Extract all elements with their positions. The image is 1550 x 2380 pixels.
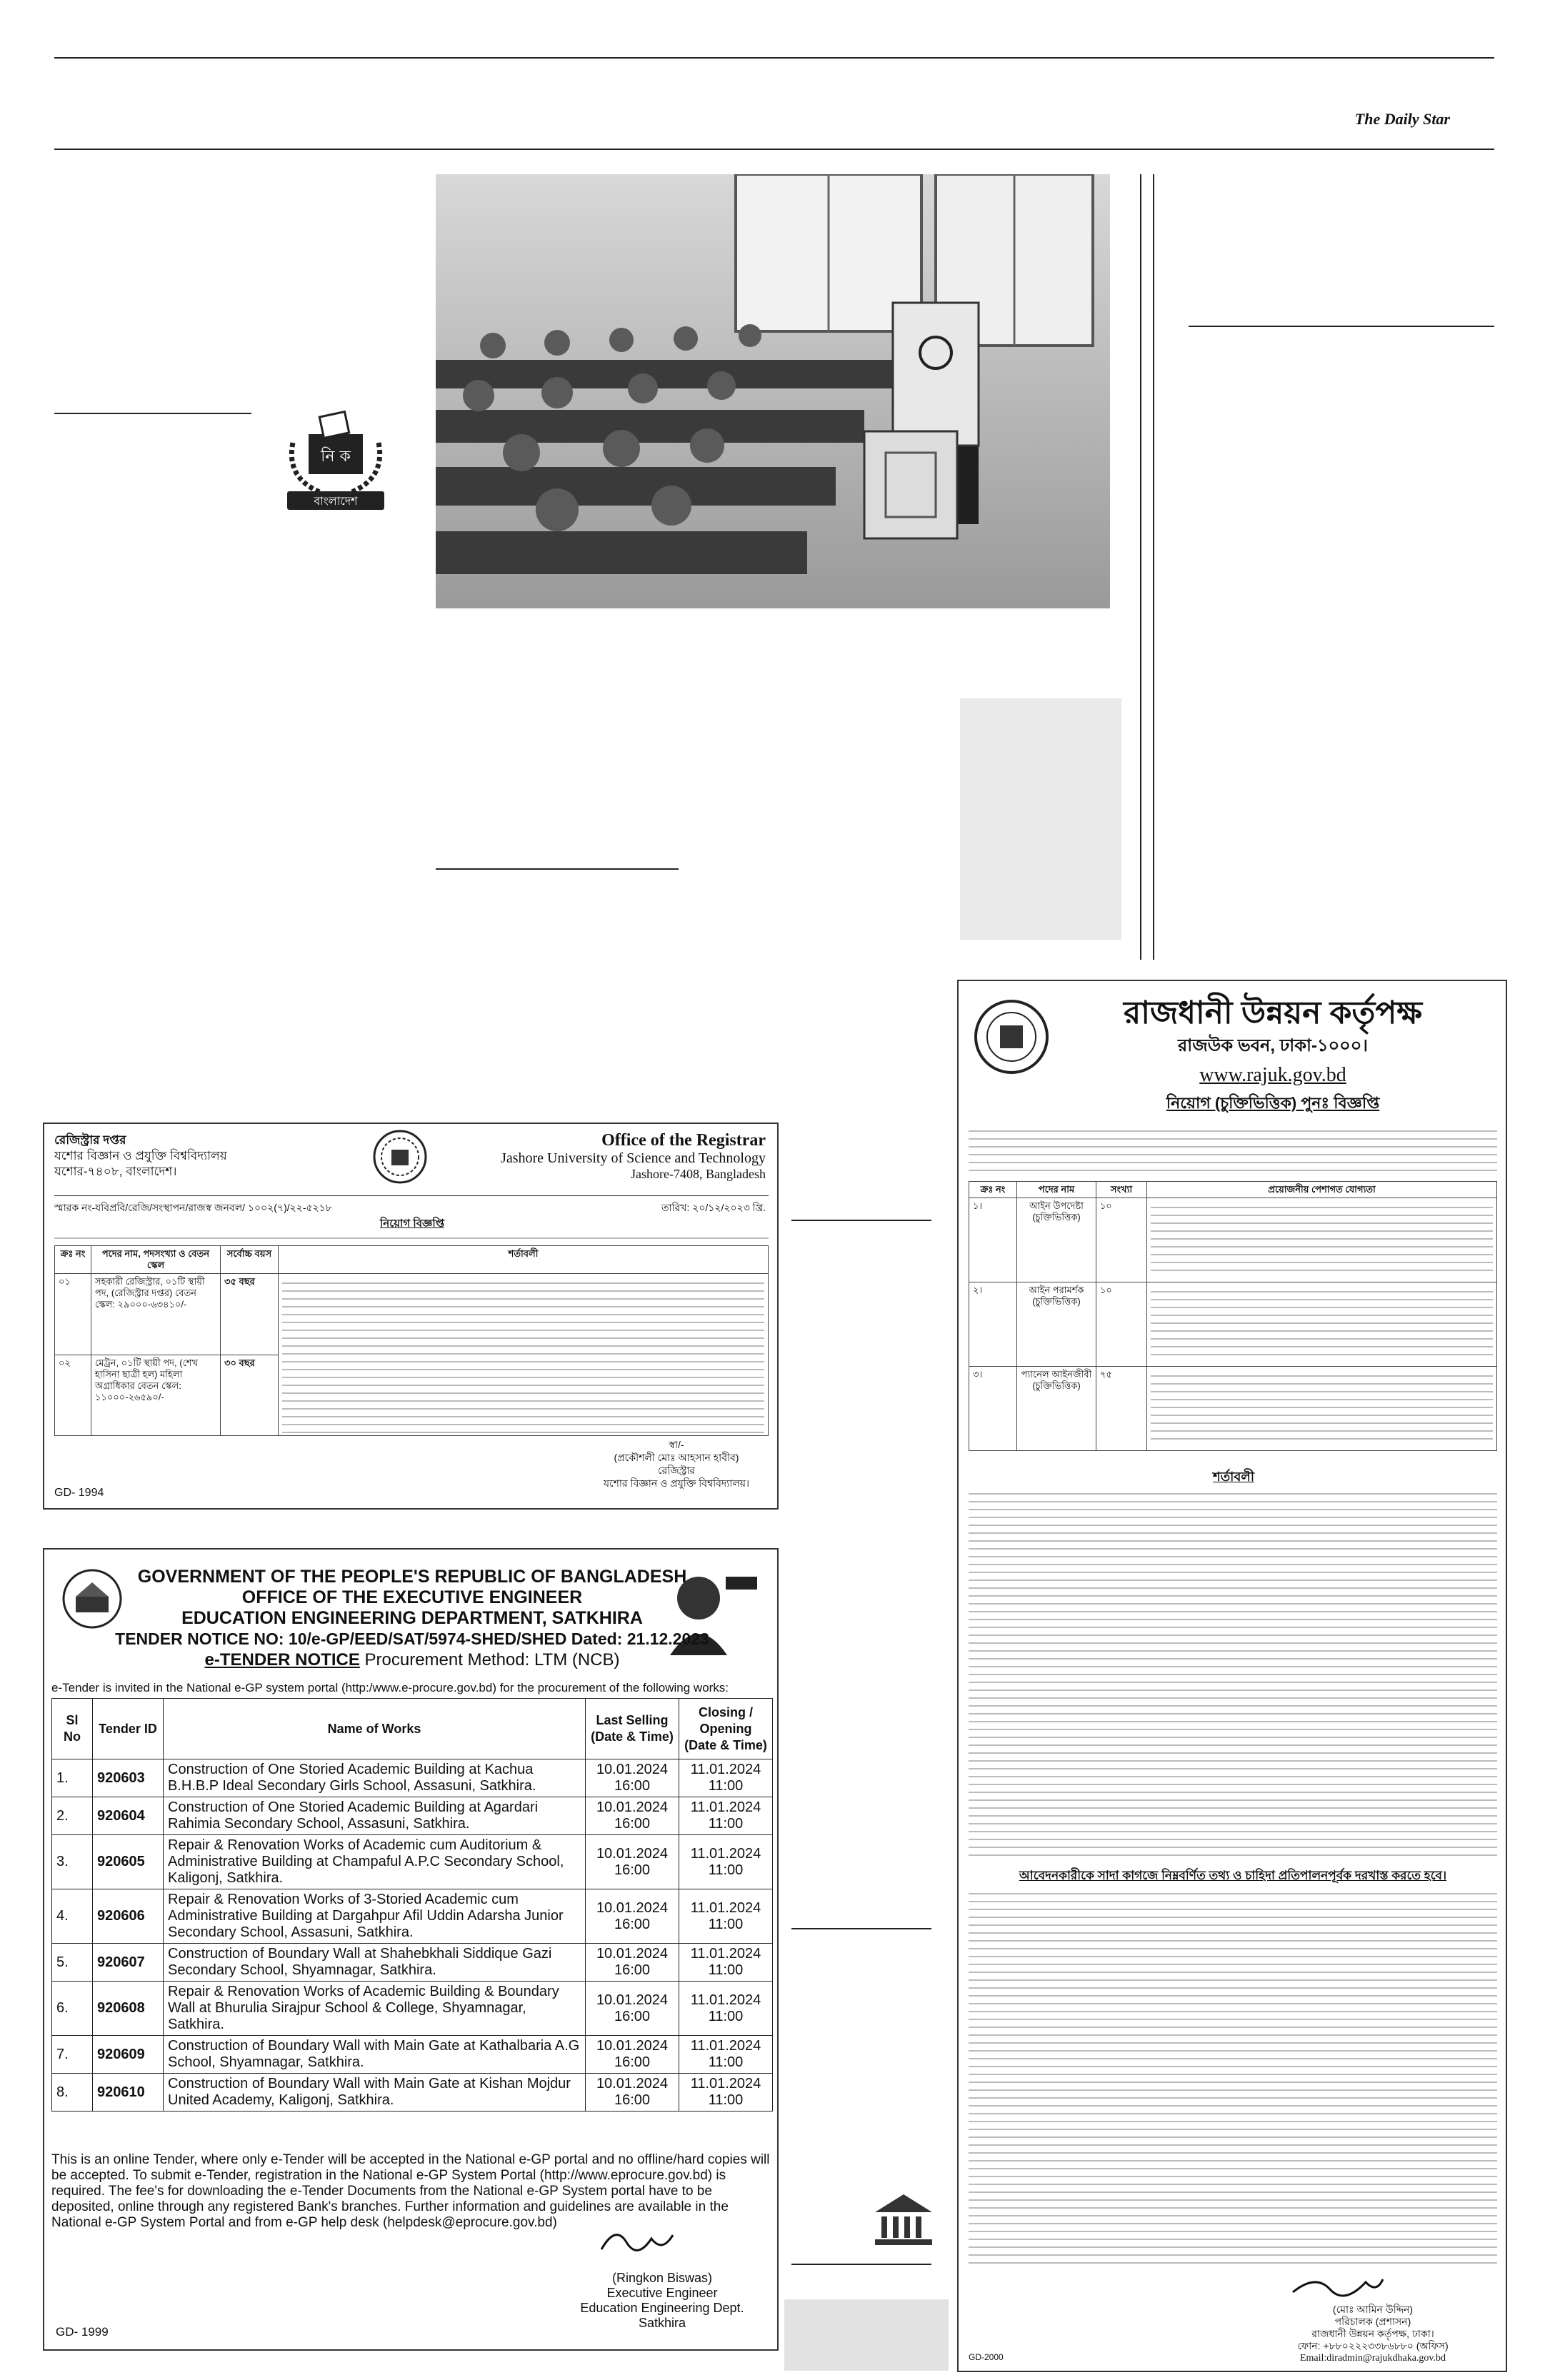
- rajuk-conditions-text: [969, 1487, 1497, 1858]
- tender-r2-sell-date: 10.01.2024: [596, 1799, 669, 1815]
- tender-r7-close-time: 11:00: [708, 2054, 744, 2070]
- rajuk-notice: নিয়োগ (চুক্তিভিত্তিক) পুনঃ বিজ্ঞপ্তি: [1166, 1094, 1380, 1112]
- rajuk-title: রাজধানী উন্নয়ন কর্তৃপক্ষ: [1124, 995, 1422, 1030]
- tender-r8-work: Construction of Boundary Wall with Main Gate at Kishan Mojdur United Academy, Kaligonj, Satkhira.: [164, 2074, 586, 2112]
- rajuk-th-qual: প্রয়োজনীয় পেশাগত যোগ্যতা: [1147, 1182, 1497, 1198]
- jashore-signature-mark: স্বা/-: [669, 1439, 684, 1450]
- mid-col-rule-3: [791, 2264, 931, 2265]
- tender-r3-id: 920605: [93, 1835, 164, 1889]
- tender-r5-id: 920607: [93, 1944, 164, 1982]
- jashore-ad: [43, 1123, 779, 1510]
- jashore-university: Jashore University of Science and Technology: [501, 1150, 766, 1166]
- gray-placeholder-box: [960, 698, 1121, 940]
- jashore-left-header-1: রেজিস্ট্রার দপ্তর: [54, 1133, 126, 1147]
- tender-r8-close-date: 11.01.2024: [690, 2076, 761, 2092]
- tender-th-id: Tender ID: [93, 1699, 164, 1759]
- jashore-row2-no: ০২: [55, 1355, 91, 1436]
- tender-r6-id: 920608: [93, 1982, 164, 2036]
- jashore-terms-text: [279, 1274, 769, 1436]
- table-row: [52, 2074, 773, 2112]
- tender-r4-sell-date: 10.01.2024: [596, 1899, 669, 1916]
- tender-r8-sl: 8.: [52, 2074, 93, 2112]
- tender-r6-work: Repair & Renovation Works of Academic Building & Boundary Wall at Bhurulia Sirajpur School & College, Shyamnagar, Satkhira.: [164, 1982, 586, 2036]
- jashore-logo: [371, 1128, 429, 1185]
- tender-r6-close-date: 11.01.2024: [690, 1992, 761, 2008]
- jashore-office: Office of the Registrar: [601, 1131, 766, 1150]
- tender-r1-id: 920603: [93, 1759, 164, 1797]
- jashore-intro-text: [54, 1231, 769, 1241]
- mid-col-rule-1: [791, 1220, 931, 1221]
- rajuk-gd: GD-2000: [969, 2352, 1004, 2362]
- tender-r5-sell-date: 10.01.2024: [596, 1946, 669, 1962]
- tender-r6-sl: 6.: [52, 1982, 93, 2036]
- tender-line1: GOVERNMENT OF THE PEOPLE'S REPUBLIC OF BANGLADESH: [137, 1567, 687, 1587]
- jashore-th-no: ক্রঃ নং: [55, 1246, 91, 1274]
- tender-r5-sell-time: 16:00: [614, 1962, 651, 1978]
- jashore-row1-age: ৩৫ বছর: [221, 1274, 279, 1355]
- jashore-address: Jashore-7408, Bangladesh: [631, 1167, 766, 1181]
- jashore-row2-post: মেট্রন, ০১টি স্থায়ী পদ, (শেখ হাসিনা ছাত্রী হল) মহিলা অগ্রাধিকার বেতন স্কেল: ১১০০০-২৬৫৯০/-: [91, 1355, 221, 1436]
- rajuk-apply-heading: আবেদনকারীকে সাদা কাগজে নিম্নবর্ণিত তথ্য ও চাহিদা প্রতিপালনপূর্বক দরখাস্ত করতে হবে।: [1019, 1869, 1447, 1882]
- tender-r5-close-time: 11:00: [708, 1962, 744, 1978]
- tender-r7-work: Construction of Boundary Wall with Main Gate at Kathalbaria A.G School, Shyamnagar, Satkhira.: [164, 2036, 586, 2074]
- tender-r8-id: 920610: [93, 2074, 164, 2112]
- tender-r2-sl: 2.: [52, 1797, 93, 1835]
- table-row: [969, 1282, 1497, 1367]
- jashore-title: নিয়োগ বিজ্ঞপ্তি: [379, 1217, 445, 1230]
- tender-r7-close-date: 11.01.2024: [690, 2038, 761, 2054]
- emblem-box-text: নি ক: [321, 448, 351, 466]
- rajuk-sign-name: (মোঃ আমিন উদ্দিন): [1332, 2304, 1414, 2315]
- jashore-left-header-3: যশোর-৭৪০৮, বাংলাদেশ।: [54, 1165, 177, 1178]
- tender-gd: GD- 1999: [56, 2325, 109, 2339]
- jashore-left-header-2: যশোর বিজ্ঞান ও প্রযুক্তি বিশ্ববিদ্যালয়: [54, 1149, 227, 1163]
- tender-line3: EDUCATION ENGINEERING DEPARTMENT, SATKHIRA: [181, 1608, 643, 1628]
- jashore-row2-age: ৩০ বছর: [221, 1355, 279, 1436]
- tender-r2-work: Construction of One Storied Academic Building at Agardari Rahimia Secondary School, Assasuni, Satkhira.: [164, 1797, 586, 1835]
- tender-r4-sell-time: 16:00: [614, 1916, 651, 1932]
- tender-r6-sell-time: 16:00: [614, 2008, 651, 2024]
- rajuk-ad: [957, 980, 1507, 2372]
- tender-sign-role: Executive Engineer: [606, 2286, 718, 2300]
- tender-r6-sell-date: 10.01.2024: [596, 1992, 669, 2008]
- table-row: [52, 1835, 773, 1889]
- tender-sign-name: (Ringkon Biswas): [611, 2271, 713, 2285]
- tender-r1-close-date: 11.01.2024: [690, 1762, 761, 1777]
- tender-r3-sell-date: 10.01.2024: [596, 1845, 669, 1862]
- mid-gray-box: [784, 2299, 949, 2371]
- tender-r8-sell-date: 10.01.2024: [596, 2076, 669, 2092]
- jashore-th-age: সর্বোচ্চ বয়স: [221, 1246, 279, 1274]
- rajuk-conditions-heading: শর্তাবলী: [1213, 1470, 1254, 1484]
- right-col-rule-1: [1140, 174, 1141, 960]
- rajuk-r2-no: ২।: [969, 1282, 1017, 1367]
- table-row: [52, 1889, 773, 1944]
- tender-r3-close-time: 11:00: [708, 1862, 744, 1878]
- jashore-signature-role: রেজিস্ট্রার: [657, 1465, 696, 1476]
- tender-line4: TENDER NOTICE NO: 10/e-GP/EED/SAT/5974-SHED/SHED Dated: 21.12.2023: [115, 1630, 709, 1648]
- tender-r1-work: Construction of One Storied Academic Building at Kachua B.H.B.P Ideal Secondary Girls School, Assasuni, Satkhira.: [164, 1759, 586, 1797]
- tender-r4-id: 920606: [93, 1889, 164, 1944]
- tender-r4-sl: 4.: [52, 1889, 93, 1944]
- election-emblem: [271, 400, 400, 521]
- tender-r1-sell-date: 10.01.2024: [596, 1762, 669, 1777]
- tender-ad: [43, 1548, 779, 2351]
- table-row: [52, 2036, 773, 2074]
- rajuk-intro-text: [969, 1124, 1497, 1174]
- rajuk-r1-count: ১০: [1096, 1198, 1147, 1282]
- tender-r1-sell-time: 16:00: [614, 1778, 651, 1794]
- tender-r7-id: 920609: [93, 2036, 164, 2074]
- tender-r2-close-time: 11:00: [708, 1816, 744, 1832]
- rajuk-website: www.rajuk.gov.bd: [1199, 1064, 1346, 1086]
- rajuk-r2-post: আইন পরামর্শক (চুক্তিভিত্তিক): [1017, 1282, 1096, 1367]
- tender-sign-place: Satkhira: [638, 2316, 686, 2330]
- rajuk-r3-count: ৭৫: [1096, 1367, 1147, 1451]
- svg-text:বাংলাদেশ: বাংলাদেশ: [314, 494, 358, 508]
- tender-th-sl: Sl No: [52, 1699, 93, 1759]
- tender-r8-close-time: 11:00: [708, 2092, 744, 2108]
- tender-r5-sl: 5.: [52, 1944, 93, 1982]
- tender-r4-work: Repair & Renovation Works of 3-Storied Academic cum Administrative Building at Dargahpur Afil Uddin Adarsha Junior Secondary School, Assasuni, Satkhira.: [164, 1889, 586, 1944]
- table-row: [969, 1198, 1497, 1282]
- jashore-th-terms: শর্তাবলী: [279, 1246, 769, 1274]
- jashore-th-post: পদের নাম, পদসংখ্যা ও বেতন স্কেল: [91, 1246, 221, 1274]
- tender-th-sell: Last Selling (Date & Time): [586, 1699, 679, 1759]
- tender-r1-sl: 1.: [52, 1759, 93, 1797]
- table-row: [55, 1274, 769, 1355]
- tender-r5-close-date: 11.01.2024: [690, 1946, 761, 1962]
- jashore-signature-org: যশোর বিজ্ঞান ও প্রযুক্তি বিশ্ববিদ্যালয়।: [603, 1477, 750, 1489]
- rajuk-subtitle: রাজউক ভবন, ঢাকা-১০০০।: [1178, 1036, 1368, 1055]
- tender-r8-sell-time: 16:00: [614, 2092, 651, 2108]
- rajuk-email: Email:diradmin@rajukdhaka.gov.bd: [1299, 2353, 1446, 2364]
- table-row: [52, 1759, 773, 1797]
- rajuk-signature: [1287, 2271, 1387, 2302]
- photo-caption-rule: [436, 868, 679, 870]
- rajuk-th-post: পদের নাম: [1017, 1182, 1096, 1198]
- table-row: [52, 1982, 773, 2036]
- tender-r5-work: Construction of Boundary Wall at Shahebkhali Siddique Gazi Secondary School, Shyamnagar, Satkhira.: [164, 1944, 586, 1982]
- tender-r7-sell-time: 16:00: [614, 2054, 651, 2070]
- tender-table: [51, 1698, 773, 2112]
- tender-method: Procurement Method: LTM (NCB): [364, 1650, 620, 1669]
- rajuk-r1-post: আইন উপদেষ্টা (চুক্তিভিত্তিক): [1017, 1198, 1096, 1282]
- jashore-date: তারিখ: ২০/১২/২০২৩ খ্রি.: [661, 1202, 766, 1213]
- tender-th-name: Name of Works: [164, 1699, 586, 1759]
- tender-signature: [594, 2221, 680, 2264]
- rajuk-phone: ফোন: +৮৮০২২২৩৩৮৬৮৮০ (অফিস): [1297, 2340, 1449, 2351]
- tender-th-close: Closing / Opening (Date & Time): [679, 1699, 773, 1759]
- top-rule: [54, 57, 1494, 59]
- tender-footer: This is an online Tender, where only e-Tender will be accepted in the National e-GP portal and no offline/hard copies will be accepted. To submit e-Tender, registration in the National e-GP System Portal (http://www.eprocure.gov.bd) is required. The fee's for downloading the e-Tender Documents from the National e-GP System portal have to be deposited, online through any registered Bank's branches. Further information and guidelines are available in the National e-GP System Portal and from e-GP help desk (helpdesk@eprocure.gov.bd): [51, 2152, 770, 2230]
- tender-r3-close-date: 11.01.2024: [690, 1845, 761, 1862]
- left-col-divider: [54, 413, 251, 414]
- exam-hall-photo: [436, 174, 1110, 608]
- mid-col-rule-2: [791, 1928, 931, 1929]
- right-col-rule-2: [1153, 174, 1154, 960]
- tender-r3-work: Repair & Renovation Works of Academic cum Auditorium & Administrative Building at Champaful A.P.C Secondary School, Kaligonj, Satkhira.: [164, 1835, 586, 1889]
- jashore-memo: স্মারক নং-যবিপ্রবি/রেজি/সংস্থাপন/রাজস্ব জনবল/ ১০০২(৭)/২২-৫২১৮: [54, 1202, 332, 1213]
- jashore-row1-no: ০১: [55, 1274, 91, 1355]
- rajuk-th-no: ক্রঃ নং: [969, 1182, 1017, 1198]
- bank-logo-icon: [871, 2191, 936, 2248]
- jashore-table: [54, 1245, 769, 1436]
- tender-r6-close-time: 11:00: [708, 2008, 744, 2024]
- rajuk-r1-no: ১।: [969, 1198, 1017, 1282]
- tender-r3-sell-time: 16:00: [614, 1862, 651, 1878]
- tender-r1-close-time: 11:00: [708, 1778, 744, 1794]
- tender-r4-close-time: 11:00: [708, 1916, 744, 1932]
- tender-intro: e-Tender is invited in the National e-GP system portal (http:/www.e-procure.gov.bd) for the procurement of the following works:: [51, 1681, 729, 1694]
- rajuk-r2-count: ১০: [1096, 1282, 1147, 1367]
- tender-r2-id: 920604: [93, 1797, 164, 1835]
- rajuk-r3-post: প্যানেল আইনজীবী (চুক্তিভিত্তিক): [1017, 1367, 1096, 1451]
- table-row: [52, 1944, 773, 1982]
- tender-r4-close-date: 11.01.2024: [690, 1899, 761, 1916]
- jashore-gd: GD- 1994: [54, 1487, 104, 1499]
- tender-r2-close-date: 11.01.2024: [690, 1799, 761, 1815]
- rajuk-th-count: সংখ্যা: [1096, 1182, 1147, 1198]
- tender-sign-dept: Education Engineering Dept.: [580, 2301, 744, 2315]
- jashore-signature-name: (প্রকৌশলী মোঃ আহসান হাবীব): [614, 1452, 739, 1463]
- rajuk-table: [969, 1181, 1497, 1451]
- rajuk-r3-no: ৩।: [969, 1367, 1017, 1451]
- tender-notice: e-TENDER NOTICE: [204, 1650, 360, 1669]
- tender-r3-sl: 3.: [52, 1835, 93, 1889]
- right-col-rule-3: [1189, 326, 1494, 327]
- rajuk-apply-text: [969, 1887, 1497, 2265]
- rajuk-logo: [971, 997, 1051, 1077]
- tender-r7-sl: 7.: [52, 2036, 93, 2074]
- tender-r2-sell-time: 16:00: [614, 1816, 651, 1832]
- table-row: [969, 1367, 1497, 1451]
- masthead-brand: The Daily Star: [1354, 110, 1450, 128]
- tender-line2: OFFICE OF THE EXECUTIVE ENGINEER: [241, 1587, 583, 1607]
- jashore-row1-post: সহকারী রেজিস্ট্রার, ০১টি স্থায়ী পদ, (রেজিস্ট্রার দপ্তর) বেতন স্কেল: ২৯০০০-৬৩৪১০/-: [91, 1274, 221, 1355]
- rajuk-sign-org: রাজধানী উন্নয়ন কর্তৃপক্ষ, ঢাকা।: [1311, 2328, 1434, 2339]
- masthead-rule: [54, 149, 1494, 150]
- rajuk-sign-role: পরিচালক (প্রশাসন): [1334, 2316, 1411, 2327]
- table-row: [52, 1797, 773, 1835]
- tender-r7-sell-date: 10.01.2024: [596, 2038, 669, 2054]
